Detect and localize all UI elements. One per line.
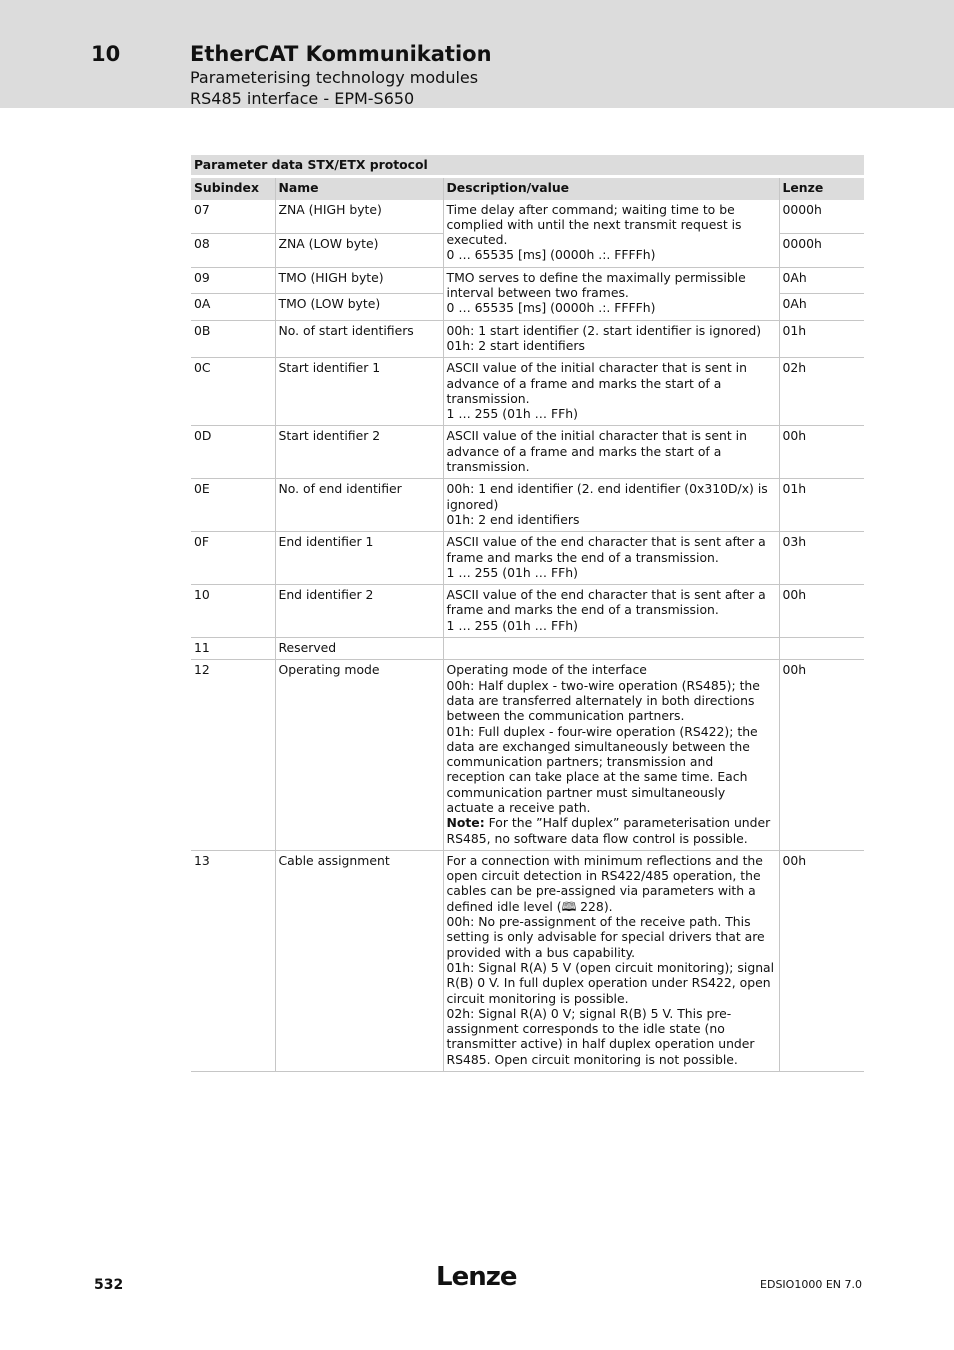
column-header-lenze: Lenze xyxy=(779,177,864,200)
table-row xyxy=(191,358,864,426)
subindex-cell: 0F xyxy=(191,532,275,585)
chapter-title: EtherCAT Kommunikation xyxy=(190,42,492,66)
name-cell: Operating mode xyxy=(275,660,443,851)
subindex-cell: 0E xyxy=(191,479,275,532)
table-title: Parameter data STX/ETX protocol xyxy=(191,155,864,177)
parameter-table xyxy=(191,155,864,1072)
name-cell: End identifier 1 xyxy=(275,532,443,585)
table-row xyxy=(191,850,864,1071)
name-cell: Start identifier 2 xyxy=(275,426,443,479)
description-cell: Time delay after command; waiting time to be complied with until the next transmit request is executed. 0 … 65535 [ms] (0000h .:. FFFFh) xyxy=(443,200,779,268)
description-cell: ASCII value of the initial character that is sent in advance of a frame and marks the start of a transmission. xyxy=(443,426,779,479)
table-row xyxy=(191,200,864,233)
description-cell: For a connection with minimum reflections and the open circuit detection in RS422/485 operation, the cables can be pre-assigned via parameters with a defined idle level (🕮 228). 00h: No pre-assignment of the receive path. This setting is only advisable for special drivers that are provided with a bus capability. 01h: Signal R(A) 5 V (open circuit monitoring); signal R(B) 0 V. In full duplex operation under RS422, open circuit monitoring is possible. 02h: Signal R(A) 0 V; signal R(B) 5 V. This pre-assignment corresponds to the idle state (no transmitter active) in half duplex operation under RS485. Open circuit monitoring is not possible. xyxy=(443,850,779,1071)
description-cell: ASCII value of the initial character that is sent in advance of a frame and marks the start of a transmission. 1 … 255 (01h … FFh) xyxy=(443,358,779,426)
description-cell: 00h: 1 start identifier (2. start identifier is ignored) 01h: 2 start identifiers xyxy=(443,320,779,358)
default-value-cell: 0Ah xyxy=(779,294,864,320)
default-value-cell: 00h xyxy=(779,850,864,1071)
subindex-cell: 0C xyxy=(191,358,275,426)
default-value-cell: 0Ah xyxy=(779,267,864,293)
subindex-cell: 12 xyxy=(191,660,275,851)
default-value-cell: 01h xyxy=(779,479,864,532)
note-label: Note: xyxy=(446,815,485,831)
description-cell: ASCII value of the end character that is sent after a frame and marks the end of a transmission. 1 … 255 (01h … FFh) xyxy=(443,585,779,638)
column-header-name: Name xyxy=(275,177,443,200)
section-subtitle: Parameterising technology modules xyxy=(190,68,479,87)
section-subtitle-2: RS485 interface - EPM-S650 xyxy=(190,89,415,108)
subindex-cell: 0B xyxy=(191,320,275,358)
description-cell: 00h: 1 end identifier (2. end identifier (0x310D/x) is ignored) 01h: 2 end identifiers xyxy=(443,479,779,532)
table-row xyxy=(191,585,864,638)
name-cell: No. of end identifier xyxy=(275,479,443,532)
name-cell: End identifier 2 xyxy=(275,585,443,638)
table-row xyxy=(191,532,864,585)
default-value-cell: 00h xyxy=(779,660,864,851)
document-id: EDSIO1000 EN 7.0 xyxy=(760,1278,862,1291)
subindex-cell: 08 xyxy=(191,233,275,267)
description-text: Operating mode of the interface 00h: Half duplex - two-wire operation (RS485); the data are transferred alternately in both directions between the communication partners. 01h: Full duplex - four-wire operation (RS422); the data are exchanged simultaneously between the communication partners; transmission and reception can take place at the same time. Each communication partner must simultaneously actuate a receive path. xyxy=(446,662,760,815)
table-row xyxy=(191,479,864,532)
default-value-cell: 03h xyxy=(779,532,864,585)
default-value-cell: 01h xyxy=(779,320,864,358)
default-value-cell: 0000h xyxy=(779,200,864,233)
name-cell: No. of start identifiers xyxy=(275,320,443,358)
default-value-cell: 02h xyxy=(779,358,864,426)
chapter-number: 10 xyxy=(91,42,121,66)
table-row xyxy=(191,426,864,479)
subindex-cell: 0D xyxy=(191,426,275,479)
subindex-cell: 09 xyxy=(191,267,275,293)
note-text: For the ”Half duplex” parameterisation under RS485, no software data flow control is possible. xyxy=(446,815,771,846)
lenze-logo: Lenze xyxy=(436,1262,517,1292)
default-value-cell: 00h xyxy=(779,585,864,638)
name-cell: TMO (LOW byte) xyxy=(275,294,443,320)
default-value-cell: 00h xyxy=(779,426,864,479)
description-cell: TMO serves to define the maximally permissible interval between two frames. 0 … 65535 [ms] (0000h .:. FFFFh) xyxy=(443,267,779,320)
subindex-cell: 11 xyxy=(191,638,275,660)
description-cell xyxy=(443,660,779,851)
column-header-description: Description/value xyxy=(443,177,779,200)
default-value-cell xyxy=(779,638,864,660)
subindex-cell: 07 xyxy=(191,200,275,233)
table-row xyxy=(191,320,864,358)
table-row xyxy=(191,267,864,293)
table-row xyxy=(191,660,864,851)
name-cell: ZNA (HIGH byte) xyxy=(275,200,443,233)
default-value-cell: 0000h xyxy=(779,233,864,267)
description-cell xyxy=(443,638,779,660)
column-header-subindex: Subindex xyxy=(191,177,275,200)
name-cell: Cable assignment xyxy=(275,850,443,1071)
name-cell: Start identifier 1 xyxy=(275,358,443,426)
name-cell: ZNA (LOW byte) xyxy=(275,233,443,267)
table-row xyxy=(191,638,864,660)
subindex-cell: 13 xyxy=(191,850,275,1071)
subindex-cell: 10 xyxy=(191,585,275,638)
name-cell: TMO (HIGH byte) xyxy=(275,267,443,293)
description-cell: ASCII value of the end character that is sent after a frame and marks the end of a transmission. 1 … 255 (01h … FFh) xyxy=(443,532,779,585)
name-cell: Reserved xyxy=(275,638,443,660)
page-number: 532 xyxy=(94,1277,124,1293)
subindex-cell: 0A xyxy=(191,294,275,320)
